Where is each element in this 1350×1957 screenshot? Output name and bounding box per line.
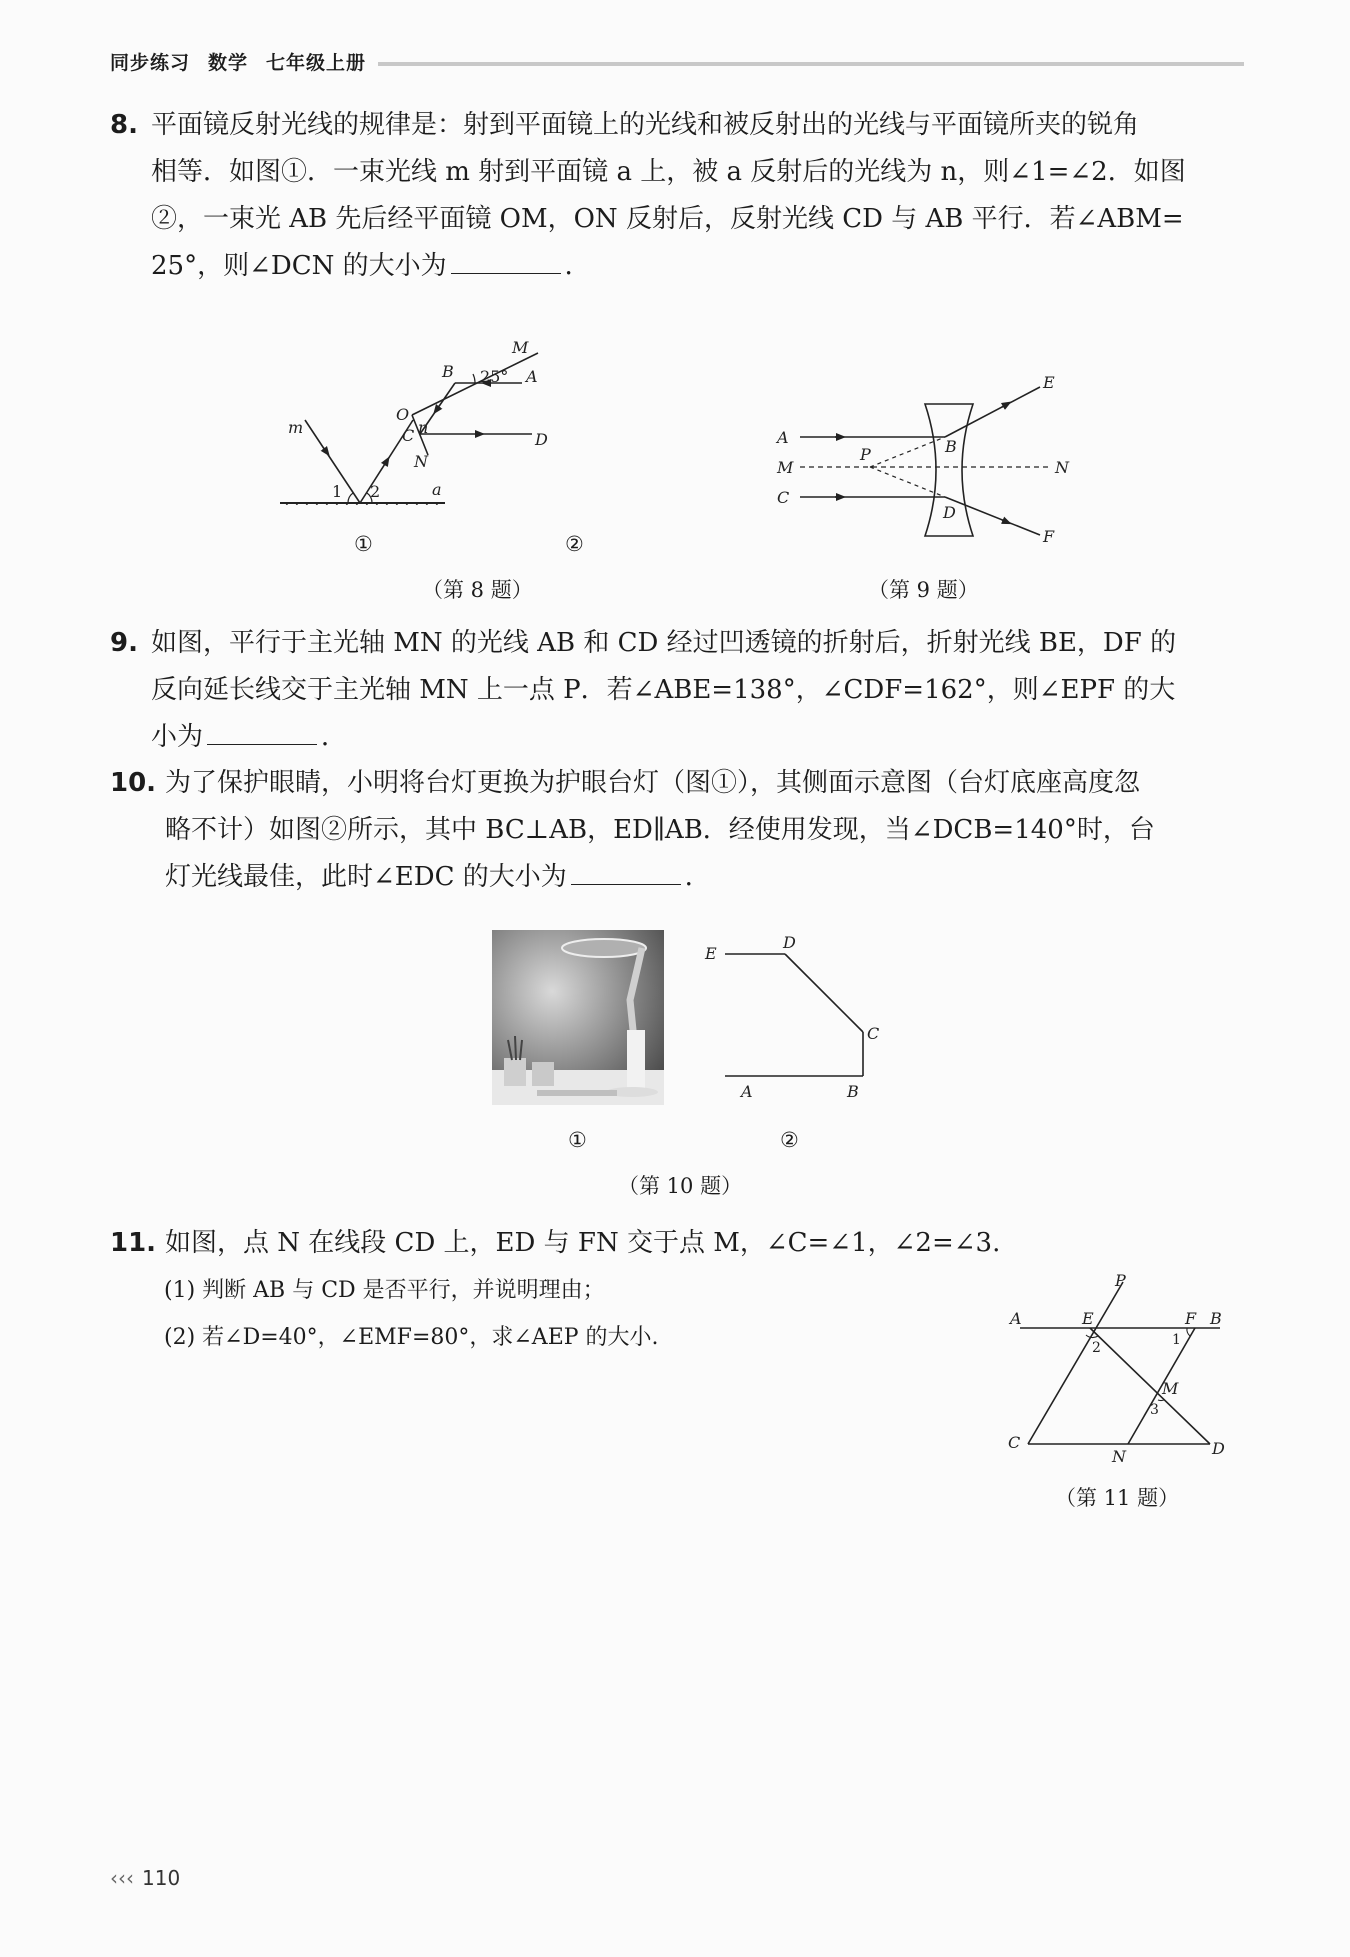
question-number: 8. bbox=[110, 110, 138, 140]
series-title: 同步练习 bbox=[110, 52, 191, 74]
label-angle-1: 1 bbox=[1172, 1332, 1181, 1348]
question-number: 10. bbox=[110, 768, 157, 798]
grade-title: 七年级上册 bbox=[266, 52, 367, 74]
angle-label-25: 25° bbox=[480, 367, 509, 386]
mirror-om bbox=[412, 353, 538, 415]
figure-caption: （第 11 题） bbox=[1055, 1486, 1180, 1510]
question-line: 如图，平行于主光轴 MN 的光线 AB 和 CD 经过凹透镜的折射后，折射光线 BE，DF 的 bbox=[151, 628, 1177, 658]
figure-caption: （第 10 题） bbox=[618, 1174, 743, 1198]
label-A: A bbox=[526, 367, 538, 386]
question-line: 小为 bbox=[151, 722, 204, 752]
label-E: E bbox=[705, 944, 717, 963]
figure-10-diagram bbox=[695, 930, 885, 1110]
question-part-2: (2) 若∠D=40°，∠EMF=80°，求∠AEP 的大小. bbox=[164, 1325, 659, 1350]
question-tail: ． bbox=[321, 722, 348, 752]
page-footer bbox=[110, 1866, 180, 1890]
figure-caption: （第 8 题） bbox=[422, 578, 533, 602]
running-header bbox=[110, 48, 384, 75]
label-M: M bbox=[512, 338, 529, 357]
label-angle-3: 3 bbox=[1150, 1402, 1159, 1418]
label-angle-2: 2 bbox=[370, 482, 381, 501]
figure-8 bbox=[270, 335, 670, 505]
label-D: D bbox=[943, 503, 956, 522]
label-a: a bbox=[432, 480, 442, 499]
label-angle-2: 2 bbox=[1092, 1340, 1101, 1356]
label-N: N bbox=[1055, 458, 1069, 477]
label-N: N bbox=[414, 452, 428, 471]
question-line: 反向延长线交于主光轴 MN 上一点 P．若∠ABE=138°，∠CDF=162°，则∠EPF 的大 bbox=[151, 675, 1176, 705]
label-N: N bbox=[1112, 1447, 1126, 1466]
header-rule bbox=[378, 62, 1244, 66]
label-E: E bbox=[1043, 373, 1055, 392]
ray-df bbox=[945, 497, 1040, 535]
question-line: 灯光线最佳，此时∠EDC 的大小为 bbox=[165, 862, 567, 892]
ray-be bbox=[945, 387, 1040, 437]
question-line: 略不计）如图②所示，其中 BC⊥AB，ED∥AB．经使用发现，当∠DCB=140°时，台 bbox=[165, 815, 1155, 845]
question-tail: ． bbox=[684, 862, 711, 892]
label-D: D bbox=[1212, 1439, 1225, 1458]
chevron-left-icon: ‹‹‹ bbox=[110, 1866, 134, 1890]
question-tail: ． bbox=[564, 251, 591, 281]
figure-marker-1: ① bbox=[568, 1128, 587, 1152]
figure-marker-2: ② bbox=[780, 1128, 799, 1152]
page-number: 110 bbox=[142, 1866, 181, 1890]
label-B: B bbox=[945, 437, 957, 456]
figure-11 bbox=[1000, 1272, 1240, 1472]
label-M: M bbox=[777, 458, 794, 477]
label-C: C bbox=[1008, 1433, 1021, 1452]
label-C: C bbox=[777, 488, 790, 507]
label-O: O bbox=[396, 405, 410, 424]
question-number: 9. bbox=[110, 628, 138, 658]
label-C: C bbox=[867, 1024, 880, 1043]
label-B: B bbox=[442, 362, 454, 381]
label-P: P bbox=[860, 445, 871, 464]
two-mirror-diagram bbox=[396, 338, 548, 471]
label-A: A bbox=[741, 1082, 753, 1101]
label-B: B bbox=[1210, 1309, 1222, 1328]
label-D: D bbox=[535, 430, 548, 449]
label-A: A bbox=[777, 428, 789, 447]
label-n: n bbox=[418, 418, 429, 437]
label-B: B bbox=[847, 1082, 859, 1101]
figure-caption: （第 9 题） bbox=[868, 578, 979, 602]
label-m: m bbox=[288, 418, 304, 437]
question-9 bbox=[110, 620, 1242, 761]
answer-blank[interactable] bbox=[451, 247, 561, 274]
label-A: A bbox=[1010, 1309, 1022, 1328]
subject-title: 数学 bbox=[208, 52, 249, 74]
figure-9 bbox=[765, 370, 1085, 550]
question-line: 相等．如图①．一束光线 m 射到平面镜 a 上，被 a 反射后的光线为 n，则∠1=∠2．如图 bbox=[151, 157, 1186, 187]
question-8 bbox=[110, 102, 1242, 290]
question-line: 平面镜反射光线的规律是：射到平面镜上的光线和被反射出的光线与平面镜所夹的锐角 bbox=[151, 110, 1140, 140]
label-F: F bbox=[1043, 527, 1055, 546]
figure-marker-1: ① bbox=[354, 532, 373, 556]
answer-blank[interactable] bbox=[207, 718, 317, 745]
question-part-1: (1) 判断 AB 与 CD 是否平行，并说明理由； bbox=[164, 1278, 605, 1303]
question-line: ②，一束光 AB 先后经平面镜 OM，ON 反射后，反射光线 CD 与 AB 平行．若∠ABM= bbox=[151, 204, 1184, 234]
line-ed bbox=[1090, 1328, 1210, 1444]
desk-lamp-photo bbox=[492, 930, 664, 1105]
label-M: M bbox=[1162, 1379, 1179, 1398]
question-11 bbox=[110, 1220, 1242, 1267]
question-10 bbox=[110, 760, 1242, 901]
question-line: 如图，点 N 在线段 CD 上，ED 与 FN 交于点 M，∠C=∠1，∠2=∠3. bbox=[165, 1228, 1001, 1258]
label-D: D bbox=[783, 933, 796, 952]
label-C: C bbox=[402, 426, 415, 445]
segment-dc bbox=[785, 954, 863, 1032]
question-line: 为了保护眼睛，小明将台灯更换为护眼台灯（图①），其侧面示意图（台灯底座高度忽 bbox=[165, 768, 1141, 798]
label-E: E bbox=[1082, 1309, 1094, 1328]
label-F: F bbox=[1185, 1309, 1197, 1328]
figure-marker-2: ② bbox=[565, 532, 584, 556]
line-cp bbox=[1028, 1282, 1123, 1444]
label-P: P bbox=[1115, 1272, 1126, 1290]
question-line: 25°，则∠DCN 的大小为 bbox=[151, 251, 447, 281]
label-angle-1: 1 bbox=[332, 482, 343, 501]
answer-blank[interactable] bbox=[571, 858, 681, 885]
question-number: 11. bbox=[110, 1228, 157, 1258]
